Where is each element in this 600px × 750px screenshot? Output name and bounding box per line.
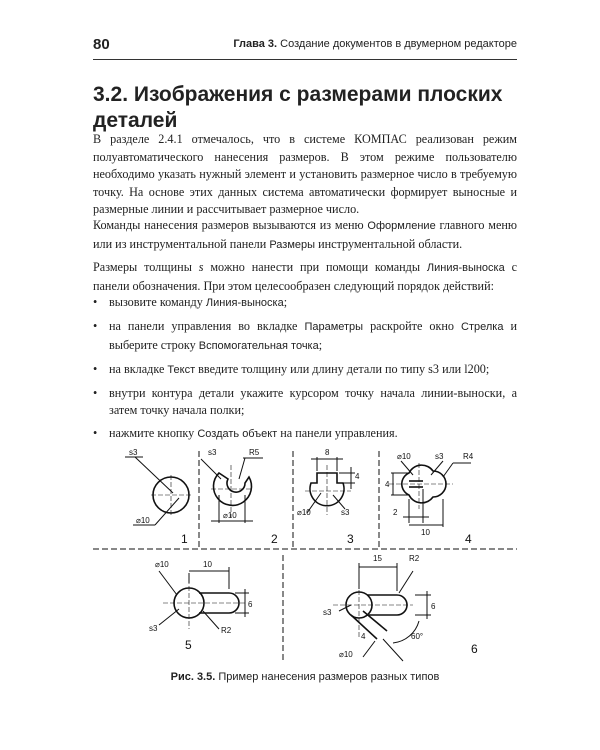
- label-10: 10: [203, 560, 212, 569]
- page-header: [93, 36, 517, 60]
- header-rule: [93, 59, 517, 60]
- label-d10: ⌀10: [397, 452, 411, 461]
- figure-drawing: [93, 443, 517, 668]
- panel-6-drawing: [333, 563, 431, 661]
- label-4: 4: [385, 480, 390, 489]
- panel-1-drawing: [125, 457, 191, 525]
- list-item: • вызовите команду Линия-выноска;: [93, 294, 517, 313]
- caption-text: Пример нанесения размеров разных типов: [215, 671, 440, 683]
- chapter-title: Создание документов в двумерном редакторе: [280, 38, 517, 50]
- label-s3: s3: [208, 448, 217, 457]
- label-s3: s3: [323, 608, 332, 617]
- section-title: 3.2. Изображения с размерами плоских деталей: [93, 83, 503, 132]
- panel-number-1: 1: [181, 532, 188, 546]
- paragraph-thickness: Размеры толщины s можно нанести при помощи команды Линия-выноска с панели обозначения. При этом целесообразен следующий порядок действий:: [93, 260, 517, 293]
- label-d10: ⌀10: [155, 560, 169, 569]
- label-d10: ⌀10: [297, 508, 311, 517]
- label-d10: ⌀10: [339, 650, 353, 659]
- label-d10: ⌀10: [223, 511, 237, 520]
- label-15: 15: [373, 554, 382, 563]
- panel-number-3: 3: [347, 532, 354, 546]
- label-60deg: 60°: [411, 632, 424, 641]
- running-title: [233, 38, 517, 50]
- label-d10: ⌀10: [136, 516, 150, 525]
- label-6: 6: [248, 600, 253, 609]
- label-10: 10: [421, 528, 430, 537]
- label-s3: s3: [435, 452, 444, 461]
- label-r2: R2: [221, 626, 232, 635]
- label-r5: R5: [249, 448, 260, 457]
- page-number: 80: [93, 36, 110, 53]
- label-6: 6: [431, 602, 436, 611]
- label-r4: R4: [463, 452, 474, 461]
- panel-4-drawing: [389, 461, 471, 527]
- panel-number-2: 2: [271, 532, 278, 546]
- panel-number-4: 4: [465, 532, 472, 546]
- list-item: • нажмите кнопку Создать объект на панели управления.: [93, 425, 517, 444]
- label-8: 8: [325, 448, 330, 457]
- paragraph-intro: В разделе 2.4.1 отмечалось, что в системе КОМПАС реализован режим полуавтоматического нанесения размеров. В этом режиме пользователю необходимо указать нужный элемент и установить размерное число в требуемую точку. На основе этих данных система автоматически формирует выносные и размерные линии и рассчитывает размерное число.: [93, 132, 517, 216]
- label-s3: s3: [149, 624, 158, 633]
- list-item: • на вкладке Текст введите толщину или длину детали по типу s3 или l200;: [93, 361, 517, 380]
- panel-number-6: 6: [471, 642, 478, 656]
- panel-3-drawing: [305, 457, 355, 515]
- list-item: • внутри контура детали укажите курсором точку начала линии-выноски, а затем точку начала полки;: [93, 385, 517, 420]
- label-4: 4: [355, 472, 360, 481]
- dimension-figure: [93, 443, 517, 668]
- paragraph-commands: Команды нанесения размеров вызываются из меню Оформление главного меню или из инструментальной панели Размеры инструментальной области.: [93, 218, 518, 251]
- caption-label: Рис. 3.5.: [170, 671, 216, 683]
- list-item: • на панели управления во вкладке Параметры раскройте окно Стрелка и выберите строку Вспомогательная точка;: [93, 318, 517, 355]
- chapter-label: Глава 3.: [233, 38, 278, 50]
- label-s3: s3: [129, 448, 138, 457]
- panel-5-drawing: [159, 567, 249, 629]
- steps-list: [93, 294, 517, 449]
- figure-caption: [93, 671, 517, 683]
- label-2: 2: [393, 508, 398, 517]
- label-r2: R2: [409, 554, 420, 563]
- panel-number-5: 5: [185, 638, 192, 652]
- label-4: 4: [361, 632, 366, 641]
- label-s3: s3: [341, 508, 350, 517]
